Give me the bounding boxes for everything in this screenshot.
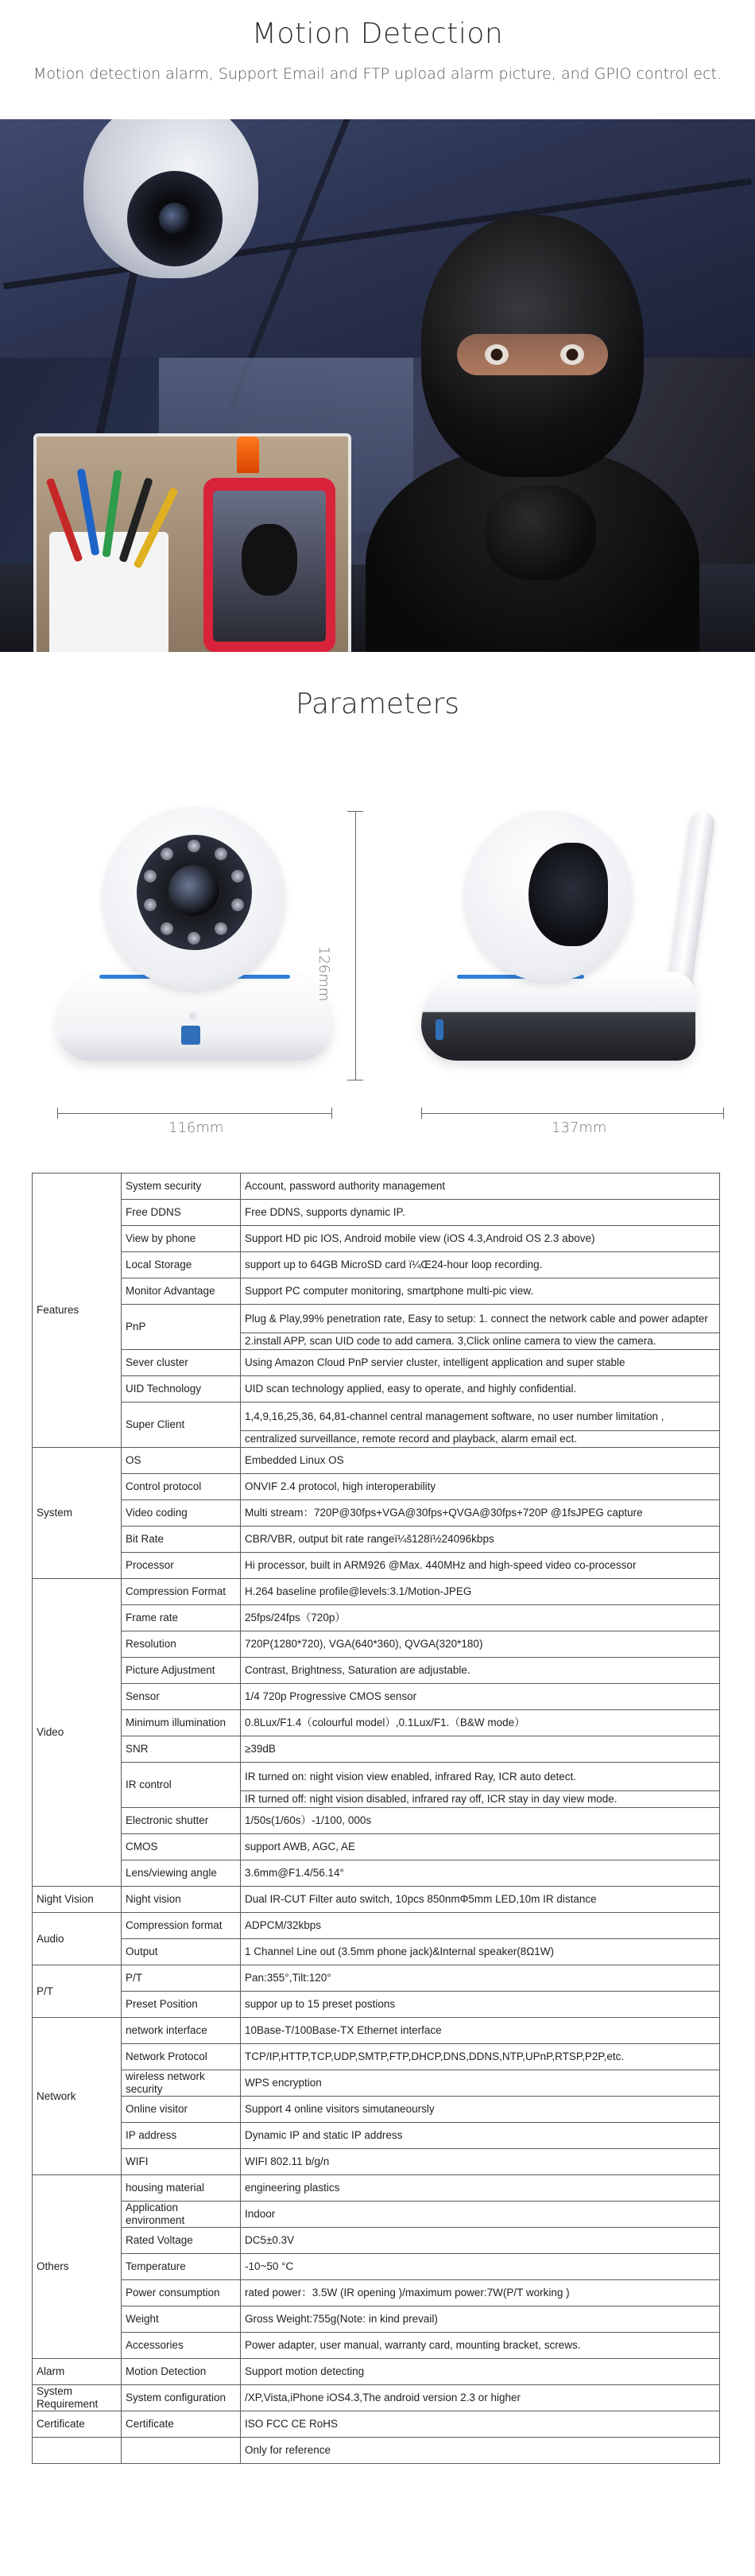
spec-item-cell: Picture Adjustment <box>122 1658 241 1684</box>
spec-item-cell: UID Technology <box>122 1376 241 1402</box>
table-row <box>33 1834 720 1860</box>
spec-item-cell: Network Protocol <box>122 2044 241 2070</box>
table-row <box>33 1226 720 1252</box>
spec-value-cell: WIFI 802.11 b/g/n <box>241 2149 720 2175</box>
spec-item-cell: Sensor <box>122 1684 241 1710</box>
spec-item-cell: Super Client <box>122 1402 241 1448</box>
table-row <box>33 2333 720 2359</box>
depth-dimension-label: 137mm <box>552 1119 607 1136</box>
spec-item-cell: OS <box>122 1448 241 1474</box>
table-row <box>33 1605 720 1631</box>
spec-group-cell: Features <box>33 1174 122 1448</box>
spec-value-cell: 25fps/24fps（720p） <box>241 1605 720 1631</box>
spec-value-cell: centralized surveillance, remote record and playback, alarm email ect. <box>241 1431 720 1448</box>
brand-logo-icon <box>181 1026 200 1045</box>
table-row <box>33 2438 720 2464</box>
spec-value-cell: Hi processor, built in ARM926 @Max. 440MHz and high-speed video co-processor <box>241 1553 720 1579</box>
spec-value-cell: Multi stream：720P@30fps+VGA@30fps+QVGA@30fps+720P @1fsJPEG capture <box>241 1500 720 1527</box>
table-row <box>33 1200 720 1226</box>
table-row <box>33 1448 720 1474</box>
spec-value-cell: Support PC computer monitoring, smartphone multi-pic view. <box>241 1278 720 1305</box>
spec-value-cell: Account, password authority management <box>241 1174 720 1200</box>
spec-value-cell: Support motion detecting <box>241 2359 720 2385</box>
spec-item-cell: Free DDNS <box>122 1200 241 1226</box>
table-row <box>33 2254 720 2280</box>
spec-value-cell: ONVIF 2.4 protocol, high interoperability <box>241 1474 720 1500</box>
spec-item-cell: housing material <box>122 2175 241 2202</box>
table-row <box>33 1278 720 1305</box>
spec-value-cell: support up to 64GB MicroSD card ï¼Œ24-hour loop recording. <box>241 1252 720 1278</box>
spec-item-cell: PnP <box>122 1305 241 1350</box>
spec-value-cell: support AWB, AGC, AE <box>241 1834 720 1860</box>
spec-item-cell: CMOS <box>122 1834 241 1860</box>
table-row <box>33 2097 720 2123</box>
alarm-light-icon <box>237 436 259 473</box>
spec-value-cell: Dynamic IP and static IP address <box>241 2123 720 2149</box>
spec-group-cell: Night Vision <box>33 1887 122 1913</box>
spec-value-cell: TCP/IP,HTTP,TCP,UDP,SMTP,FTP,DHCP,DNS,DDNS,NTP,UPnP,RTSP,P2P,etc. <box>241 2044 720 2070</box>
spec-value-cell: 1,4,9,16,25,36, 64,81-channel central management software, no user number limitation , <box>241 1402 720 1431</box>
table-row <box>33 2044 720 2070</box>
spec-item-cell: Output <box>122 1939 241 1965</box>
table-row <box>33 1305 720 1333</box>
table-row <box>33 1658 720 1684</box>
table-row <box>33 2228 720 2254</box>
table-row <box>33 1376 720 1402</box>
spec-item-cell: Minimum illumination <box>122 1710 241 1736</box>
spec-item-cell: Frame rate <box>122 1605 241 1631</box>
spec-item-cell: Temperature <box>122 2254 241 2280</box>
table-row <box>33 2306 720 2333</box>
spec-item-cell: Accessories <box>122 2333 241 2359</box>
spec-value-cell: rated power：3.5W (IR opening )/maximum power:7W(P/T working ) <box>241 2280 720 2306</box>
table-row <box>33 1860 720 1887</box>
spec-value-cell: Contrast, Brightness, Saturation are adjustable. <box>241 1658 720 1684</box>
table-row <box>33 2359 720 2385</box>
table-row <box>33 1402 720 1431</box>
spec-item-cell: View by phone <box>122 1226 241 1252</box>
spec-value-cell: ≥39dB <box>241 1736 720 1763</box>
table-row <box>33 1939 720 1965</box>
spec-value-cell: Using Amazon Cloud PnP servier cluster, intelligent application and super stable <box>241 1350 720 1376</box>
spec-item-cell: P/T <box>122 1965 241 1992</box>
spec-value-cell: -10~50 °C <box>241 2254 720 2280</box>
spec-item-cell: Local Storage <box>122 1252 241 1278</box>
spec-value-cell: Plug & Play,99% penetration rate, Easy to setup: 1. connect the network cable and power adapter <box>241 1305 720 1333</box>
table-row <box>33 2411 720 2438</box>
product-dimension-drawing <box>0 787 755 1137</box>
spec-value-cell: 10Base-T/100Base-TX Ethernet interface <box>241 2018 720 2044</box>
spec-value-cell: 0.8Lux/F1.4（colourful model）,0.1Lux/F1.（B&W mode） <box>241 1710 720 1736</box>
table-row <box>33 1527 720 1553</box>
spec-group-cell: Audio <box>33 1913 122 1965</box>
spec-value-cell: 1/4 720p Progressive CMOS sensor <box>241 1684 720 1710</box>
spec-value-cell: Indoor <box>241 2202 720 2228</box>
spec-value-cell: ISO FCC CE RoHS <box>241 2411 720 2438</box>
camera-image <box>83 119 258 278</box>
table-row <box>33 1913 720 1939</box>
table-row <box>33 2175 720 2202</box>
spec-group-cell: Video <box>33 1579 122 1887</box>
spec-item-cell: wireless network security <box>122 2070 241 2097</box>
spec-group-cell: P/T <box>33 1965 122 2018</box>
spec-item-cell: SNR <box>122 1736 241 1763</box>
spec-value-cell: DC5±0.3V <box>241 2228 720 2254</box>
spec-group-cell: Others <box>33 2175 122 2359</box>
table-row <box>33 1736 720 1763</box>
spec-value-cell: Support HD pic IOS, Android mobile view (iOS 4.3,Android OS 2.3 above) <box>241 1226 720 1252</box>
table-row <box>33 1174 720 1200</box>
table-row <box>33 2018 720 2044</box>
spec-item-cell: Monitor Advantage <box>122 1278 241 1305</box>
table-row <box>33 2280 720 2306</box>
spec-item-cell: Application environment <box>122 2202 241 2228</box>
table-row <box>33 1474 720 1500</box>
motion-detection-photo <box>0 119 755 652</box>
spec-value-cell: 3.6mm@F1.4/56.14° <box>241 1860 720 1887</box>
spec-value-cell: Gross Weight:755g(Note: in kind prevail) <box>241 2306 720 2333</box>
intruder-image <box>381 215 683 652</box>
table-row <box>33 1350 720 1376</box>
table-row <box>33 2202 720 2228</box>
motion-detection-subtitle: Motion detection alarm, Support Email and FTP upload alarm picture, and GPIO control ect. <box>33 65 722 83</box>
spec-group-cell <box>33 2438 122 2464</box>
spec-item-cell: Electronic shutter <box>122 1808 241 1834</box>
spec-item-cell: Compression format <box>122 1913 241 1939</box>
spec-value-cell: Dual IR-CUT Filter auto switch, 10pcs 850nmΦ5mm LED,10m IR distance <box>241 1887 720 1913</box>
spec-item-cell: Lens/viewing angle <box>122 1860 241 1887</box>
specification-table <box>32 1173 720 2464</box>
spec-value-cell: IR turned off: night vision disabled, infrared ray off, ICR stay in day view mode. <box>241 1791 720 1808</box>
table-row <box>33 2149 720 2175</box>
height-dimension-label: 126mm <box>316 946 332 1002</box>
spec-value-cell: 2.install APP, scan UID code to add camera. 3,Click online camera to view the camera. <box>241 1333 720 1350</box>
spec-item-cell: Certificate <box>122 2411 241 2438</box>
table-row <box>33 1553 720 1579</box>
width-dimension-label: 116mm <box>168 1119 224 1136</box>
spec-value-cell: /XP,Vista,iPhone iOS4.3,The android version 2.3 or higher <box>241 2385 720 2411</box>
spec-item-cell: Control protocol <box>122 1474 241 1500</box>
spec-value-cell: Only for reference <box>241 2438 720 2464</box>
table-row <box>33 1710 720 1736</box>
table-row <box>33 1631 720 1658</box>
table-row <box>33 2123 720 2149</box>
table-row <box>33 2070 720 2097</box>
spec-item-cell: Motion Detection <box>122 2359 241 2385</box>
spec-value-cell: CBR/VBR, output bit rate rangeï¼š128ï½24096kbps <box>241 1527 720 1553</box>
spec-item-cell <box>122 2438 241 2464</box>
spec-item-cell: System security <box>122 1174 241 1200</box>
spec-item-cell: Preset Position <box>122 1992 241 2018</box>
spec-item-cell: network interface <box>122 2018 241 2044</box>
table-row <box>33 1887 720 1913</box>
spec-group-cell: System <box>33 1448 122 1579</box>
spec-item-cell: Resolution <box>122 1631 241 1658</box>
spec-item-cell: Processor <box>122 1553 241 1579</box>
phone-alert-inset <box>33 433 351 652</box>
spec-value-cell: 1/50s(1/60s）-1/100, 000s <box>241 1808 720 1834</box>
spec-item-cell: Weight <box>122 2306 241 2333</box>
spec-value-cell: Embedded Linux OS <box>241 1448 720 1474</box>
spec-group-cell: System Requirement <box>33 2385 122 2411</box>
spec-value-cell: Pan:355°,Tilt:120° <box>241 1965 720 1992</box>
table-row <box>33 2385 720 2411</box>
spec-item-cell: System configuration <box>122 2385 241 2411</box>
spec-item-cell: Bit Rate <box>122 1527 241 1553</box>
spec-value-cell: Free DDNS, supports dynamic IP. <box>241 1200 720 1226</box>
table-row <box>33 1252 720 1278</box>
spec-item-cell: Rated Voltage <box>122 2228 241 2254</box>
spec-item-cell: Video coding <box>122 1500 241 1527</box>
spec-value-cell: IR turned on: night vision view enabled, infrared Ray, ICR auto detect. <box>241 1763 720 1791</box>
spec-item-cell: Sever cluster <box>122 1350 241 1376</box>
spec-item-cell: Compression Format <box>122 1579 241 1605</box>
spec-group-cell: Network <box>33 2018 122 2175</box>
spec-item-cell: Night vision <box>122 1887 241 1913</box>
spec-value-cell: H.264 baseline profile@levels:3.1/Motion-JPEG <box>241 1579 720 1605</box>
table-row <box>33 1992 720 2018</box>
spec-value-cell: Support 4 online visitors simutaneoursly <box>241 2097 720 2123</box>
spec-item-cell: Online visitor <box>122 2097 241 2123</box>
parameters-title: Parameters <box>295 688 460 720</box>
spec-item-cell: IP address <box>122 2123 241 2149</box>
spec-value-cell: Power adapter, user manual, warranty card, mounting bracket, screws. <box>241 2333 720 2359</box>
table-row <box>33 1500 720 1527</box>
spec-value-cell: suppor up to 15 preset postions <box>241 1992 720 2018</box>
spec-group-cell: Certificate <box>33 2411 122 2438</box>
table-row <box>33 1965 720 1992</box>
spec-value-cell: WPS encryption <box>241 2070 720 2097</box>
table-row <box>33 1684 720 1710</box>
spec-value-cell: engineering plastics <box>241 2175 720 2202</box>
spec-value-cell: 1 Channel Line out (3.5mm phone jack)&Internal speaker(8Ω1W) <box>241 1939 720 1965</box>
spec-item-cell: Power consumption <box>122 2280 241 2306</box>
spec-item-cell: WIFI <box>122 2149 241 2175</box>
spec-value-cell: UID scan technology applied, easy to operate, and highly confidential. <box>241 1376 720 1402</box>
spec-item-cell: IR control <box>122 1763 241 1808</box>
table-row <box>33 1808 720 1834</box>
spec-group-cell: Alarm <box>33 2359 122 2385</box>
spec-value-cell: ADPCM/32kbps <box>241 1913 720 1939</box>
table-row <box>33 1763 720 1791</box>
table-row <box>33 1579 720 1605</box>
motion-detection-title: Motion Detection <box>251 17 504 50</box>
spec-value-cell: 720P(1280*720), VGA(640*360), QVGA(320*180) <box>241 1631 720 1658</box>
